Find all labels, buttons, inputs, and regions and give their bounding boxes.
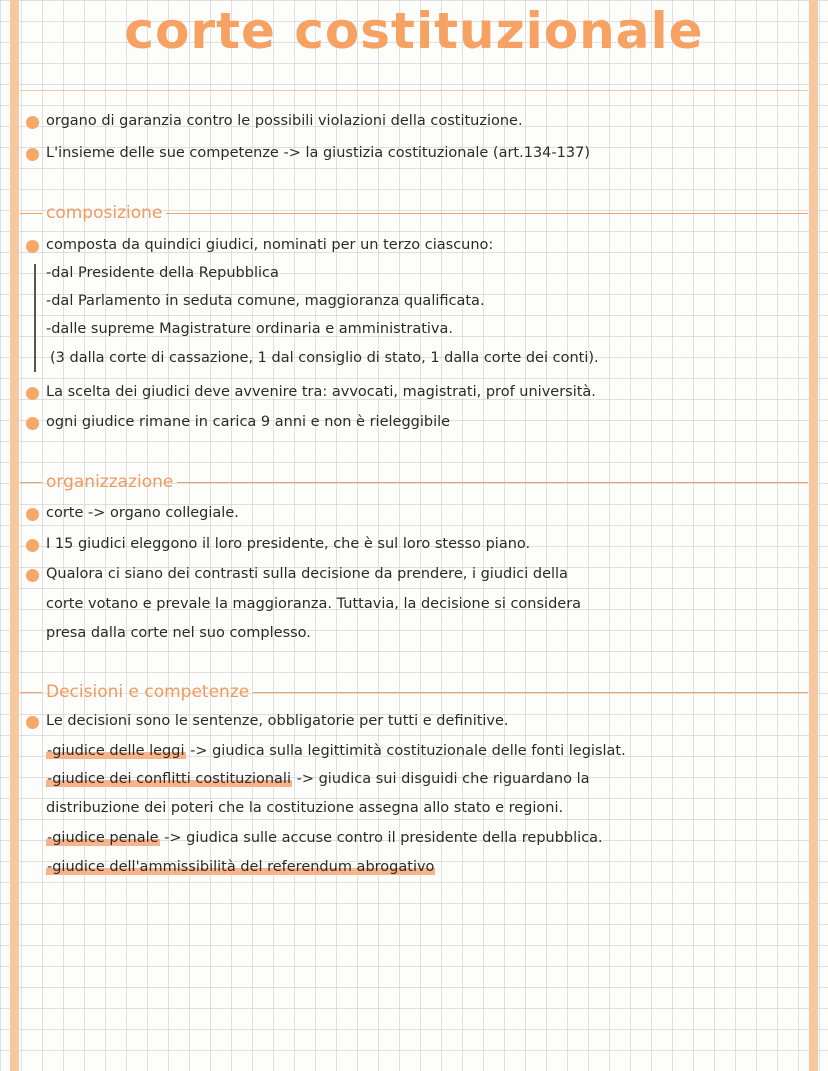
section-decisioni-title: Decisioni e competenze (46, 682, 250, 702)
composizione-line-3: -dal Parlamento in seduta comune, maggioranza qualificata. (46, 293, 485, 309)
organizzazione-line-2: I 15 giudici eleggono il loro presidente, che è sul loro stesso piano. (46, 536, 531, 552)
organizzazione-line-4: corte votano e prevale la maggioranza. Tuttavia, la decisione si considera (46, 596, 582, 612)
decisioni-item-5 (46, 859, 804, 875)
composizione-line-5: (3 dalla corte di cassazione, 1 dal consiglio di stato, 1 dalla corte dei conti). (50, 350, 599, 366)
bullet-dot (26, 387, 39, 400)
highlighted-term: -giudice penale (47, 830, 159, 846)
composizione-line-1: composta da quindici giudici, nominati per un terzo ciascuno: (46, 237, 494, 253)
title-rule (20, 90, 808, 91)
decisioni-item-1: -giudice delle leggi -> giudica sulla legittimità costituzionale delle fonti legislat. (47, 743, 626, 759)
composizione-line-4: -dalle supreme Magistrature ordinaria e amministrativa. (46, 321, 453, 337)
highlighted-term: -giudice dei conflitti costituzionali (47, 771, 291, 787)
composizione-line-7: ogni giudice rimane in carica 9 anni e non è rieleggibile (46, 414, 451, 430)
composizione-line-2: -dal Presidente della Repubblica (46, 265, 279, 281)
bullet-dot (26, 716, 39, 729)
organizzazione-line-5: presa dalla corte nel suo complesso. (46, 625, 311, 641)
bullet-dot (26, 148, 39, 161)
bracket-line (34, 264, 36, 372)
bullet-dot (26, 539, 39, 552)
intro-line-2: L'insieme delle sue competenze -> la giustizia costituzionale (art.134-137) (46, 145, 590, 161)
section-organizzazione-title: organizzazione (46, 472, 174, 492)
bullet-dot (26, 116, 39, 129)
decisioni-intro: Le decisioni sono le sentenze, obbligatorie per tutti e definitive. (46, 713, 509, 729)
section-composizione-header (20, 203, 808, 223)
section-composizione-title: composizione (46, 203, 163, 223)
organizzazione-line-1: corte -> organo collegiale. (46, 505, 239, 521)
decisioni-item-4: -giudice penale -> giudica sulle accuse contro il presidente della repubblica. (47, 830, 603, 846)
bullet-dot (26, 569, 39, 582)
bullet-dot (26, 508, 39, 521)
bullet-dot (26, 417, 39, 430)
left-margin-band (10, 0, 19, 1071)
page-title: corte costituzionale (124, 2, 704, 60)
section-organizzazione-header (20, 472, 808, 492)
highlighted-term: -giudice dell'ammissibilità del referendum abrogativo (47, 859, 435, 875)
section-decisioni-header (20, 682, 808, 702)
composizione-line-6: La scelta dei giudici deve avvenire tra: avvocati, magistrati, prof università. (46, 384, 596, 400)
right-margin-band (809, 0, 818, 1071)
highlighted-term: -giudice delle leggi (47, 743, 185, 759)
decisioni-item-2: -giudice dei conflitti costituzionali -> giudica sui disguidi che riguardano la (47, 771, 590, 787)
bullet-dot (26, 240, 39, 253)
decisioni-item-3: distribuzione dei poteri che la costituzione assegna allo stato e regioni. (46, 800, 564, 816)
organizzazione-line-3: Qualora ci siano dei contrasti sulla decisione da prendere, i giudici della (46, 566, 568, 582)
intro-line-1: organo di garanzia contro le possibili violazioni della costituzione. (46, 113, 523, 129)
